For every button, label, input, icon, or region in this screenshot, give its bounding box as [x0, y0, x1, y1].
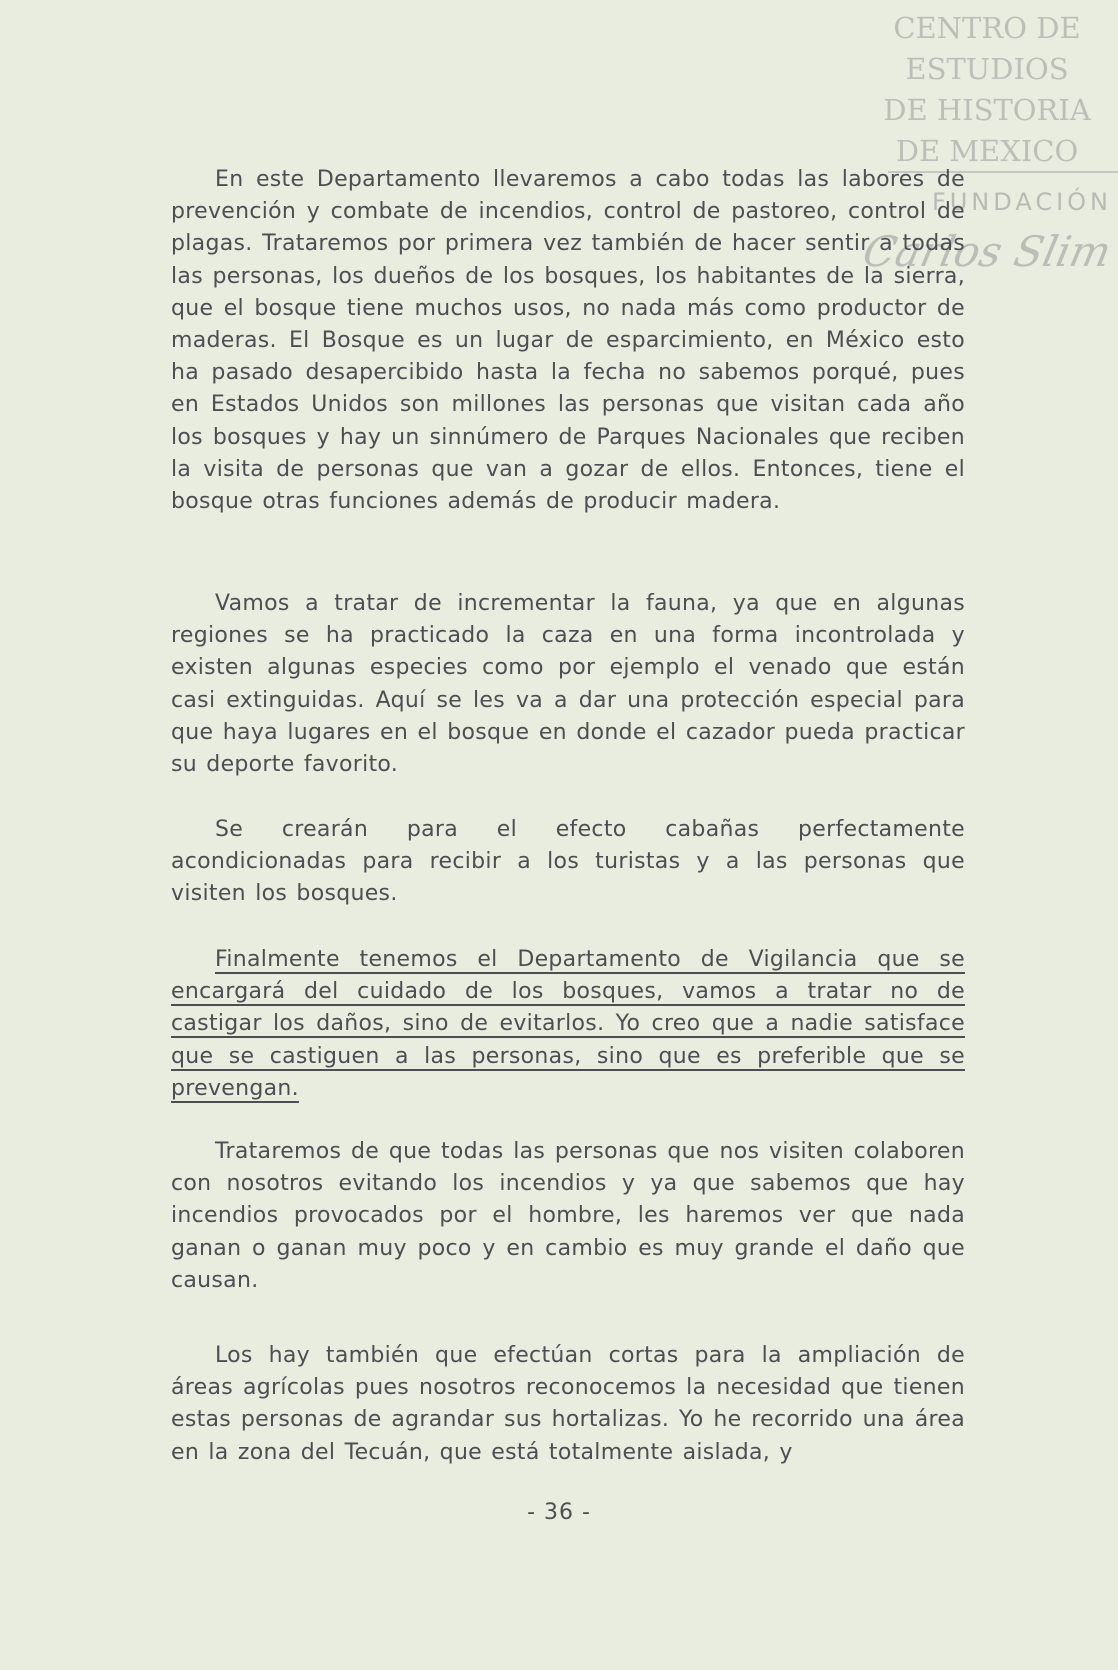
foundation-watermark: FUNDACIÓN	[931, 188, 1112, 216]
signature-watermark: Carlos Slim	[858, 227, 1116, 276]
page-number: - 36 -	[527, 1500, 591, 1525]
institution-watermark	[882, 8, 1092, 172]
paragraph-4-underlined: Finalmente tenemos el Departamento de Vigilancia que se encargará del cuidado de los bosques, vamos a tratar no de castigar los daños, sino de evitarlos. Yo creo que a nadie satisface que se castiguen a las personas, sino que es preferible que se prevengan.	[171, 947, 965, 1101]
paragraph-5: Trataremos de que todas las personas que nos visiten colaboren con nosotros evitando los incendios y ya que sabemos que hay incendios provocados por el hombre, les haremos ver que nada ganan o ganan muy poco y en cambio es muy grande el daño que causan.	[171, 1139, 965, 1293]
institution-watermark-line-4: DE MEXICO	[895, 134, 1079, 168]
institution-watermark-line-3: DE HISTORIA	[883, 93, 1091, 127]
paragraph-3: Se crearán para el efecto cabañas perfectamente acondicionadas para recibir a los turistas y a las personas que visiten los bosques.	[171, 817, 965, 907]
paragraph-1: En este Departamento llevaremos a cabo todas las labores de prevención y combate de incendios, control de pastoreo, control de plagas. Trataremos por primera vez también de hacer sentir a todas las personas, los dueños de los bosques, los habitantes de la sierra, que el bosque tiene muchos usos, no nada más como productor de maderas. El Bosque es un lugar de esparcimiento, en México esto ha pasado desapercibido hasta la fecha no sabemos porqué, pues en Estados Unidos son millones las personas que visitan cada año los bosques y hay un sinnúmero de Parques Nacionales que reciben la visita de personas que van a gozar de ellos. Entonces, tiene el bosque otras funciones además de producir madera.	[171, 167, 965, 515]
institution-watermark-line-2: ESTUDIOS	[905, 52, 1069, 86]
institution-watermark-line-1: CENTRO DE	[893, 11, 1081, 45]
paragraph-2: Vamos a tratar de incrementar la fauna, ya que en algunas regiones se ha practicado la caza en una forma incontrolada y existen algunas especies como por ejemplo el venado que están casi extinguidas. Aquí se les va a dar una protección especial para que haya lugares en el bosque en donde el cazador pueda practicar su deporte favorito.	[171, 591, 965, 778]
paragraph-6: Los hay también que efectúan cortas para la ampliación de áreas agrícolas pues nosotros reconocemos la necesidad que tienen estas personas de agrandar sus hortalizas. Yo he recorrido una área en la zona del Tecuán, que está totalmente aislada, y	[171, 1343, 965, 1465]
